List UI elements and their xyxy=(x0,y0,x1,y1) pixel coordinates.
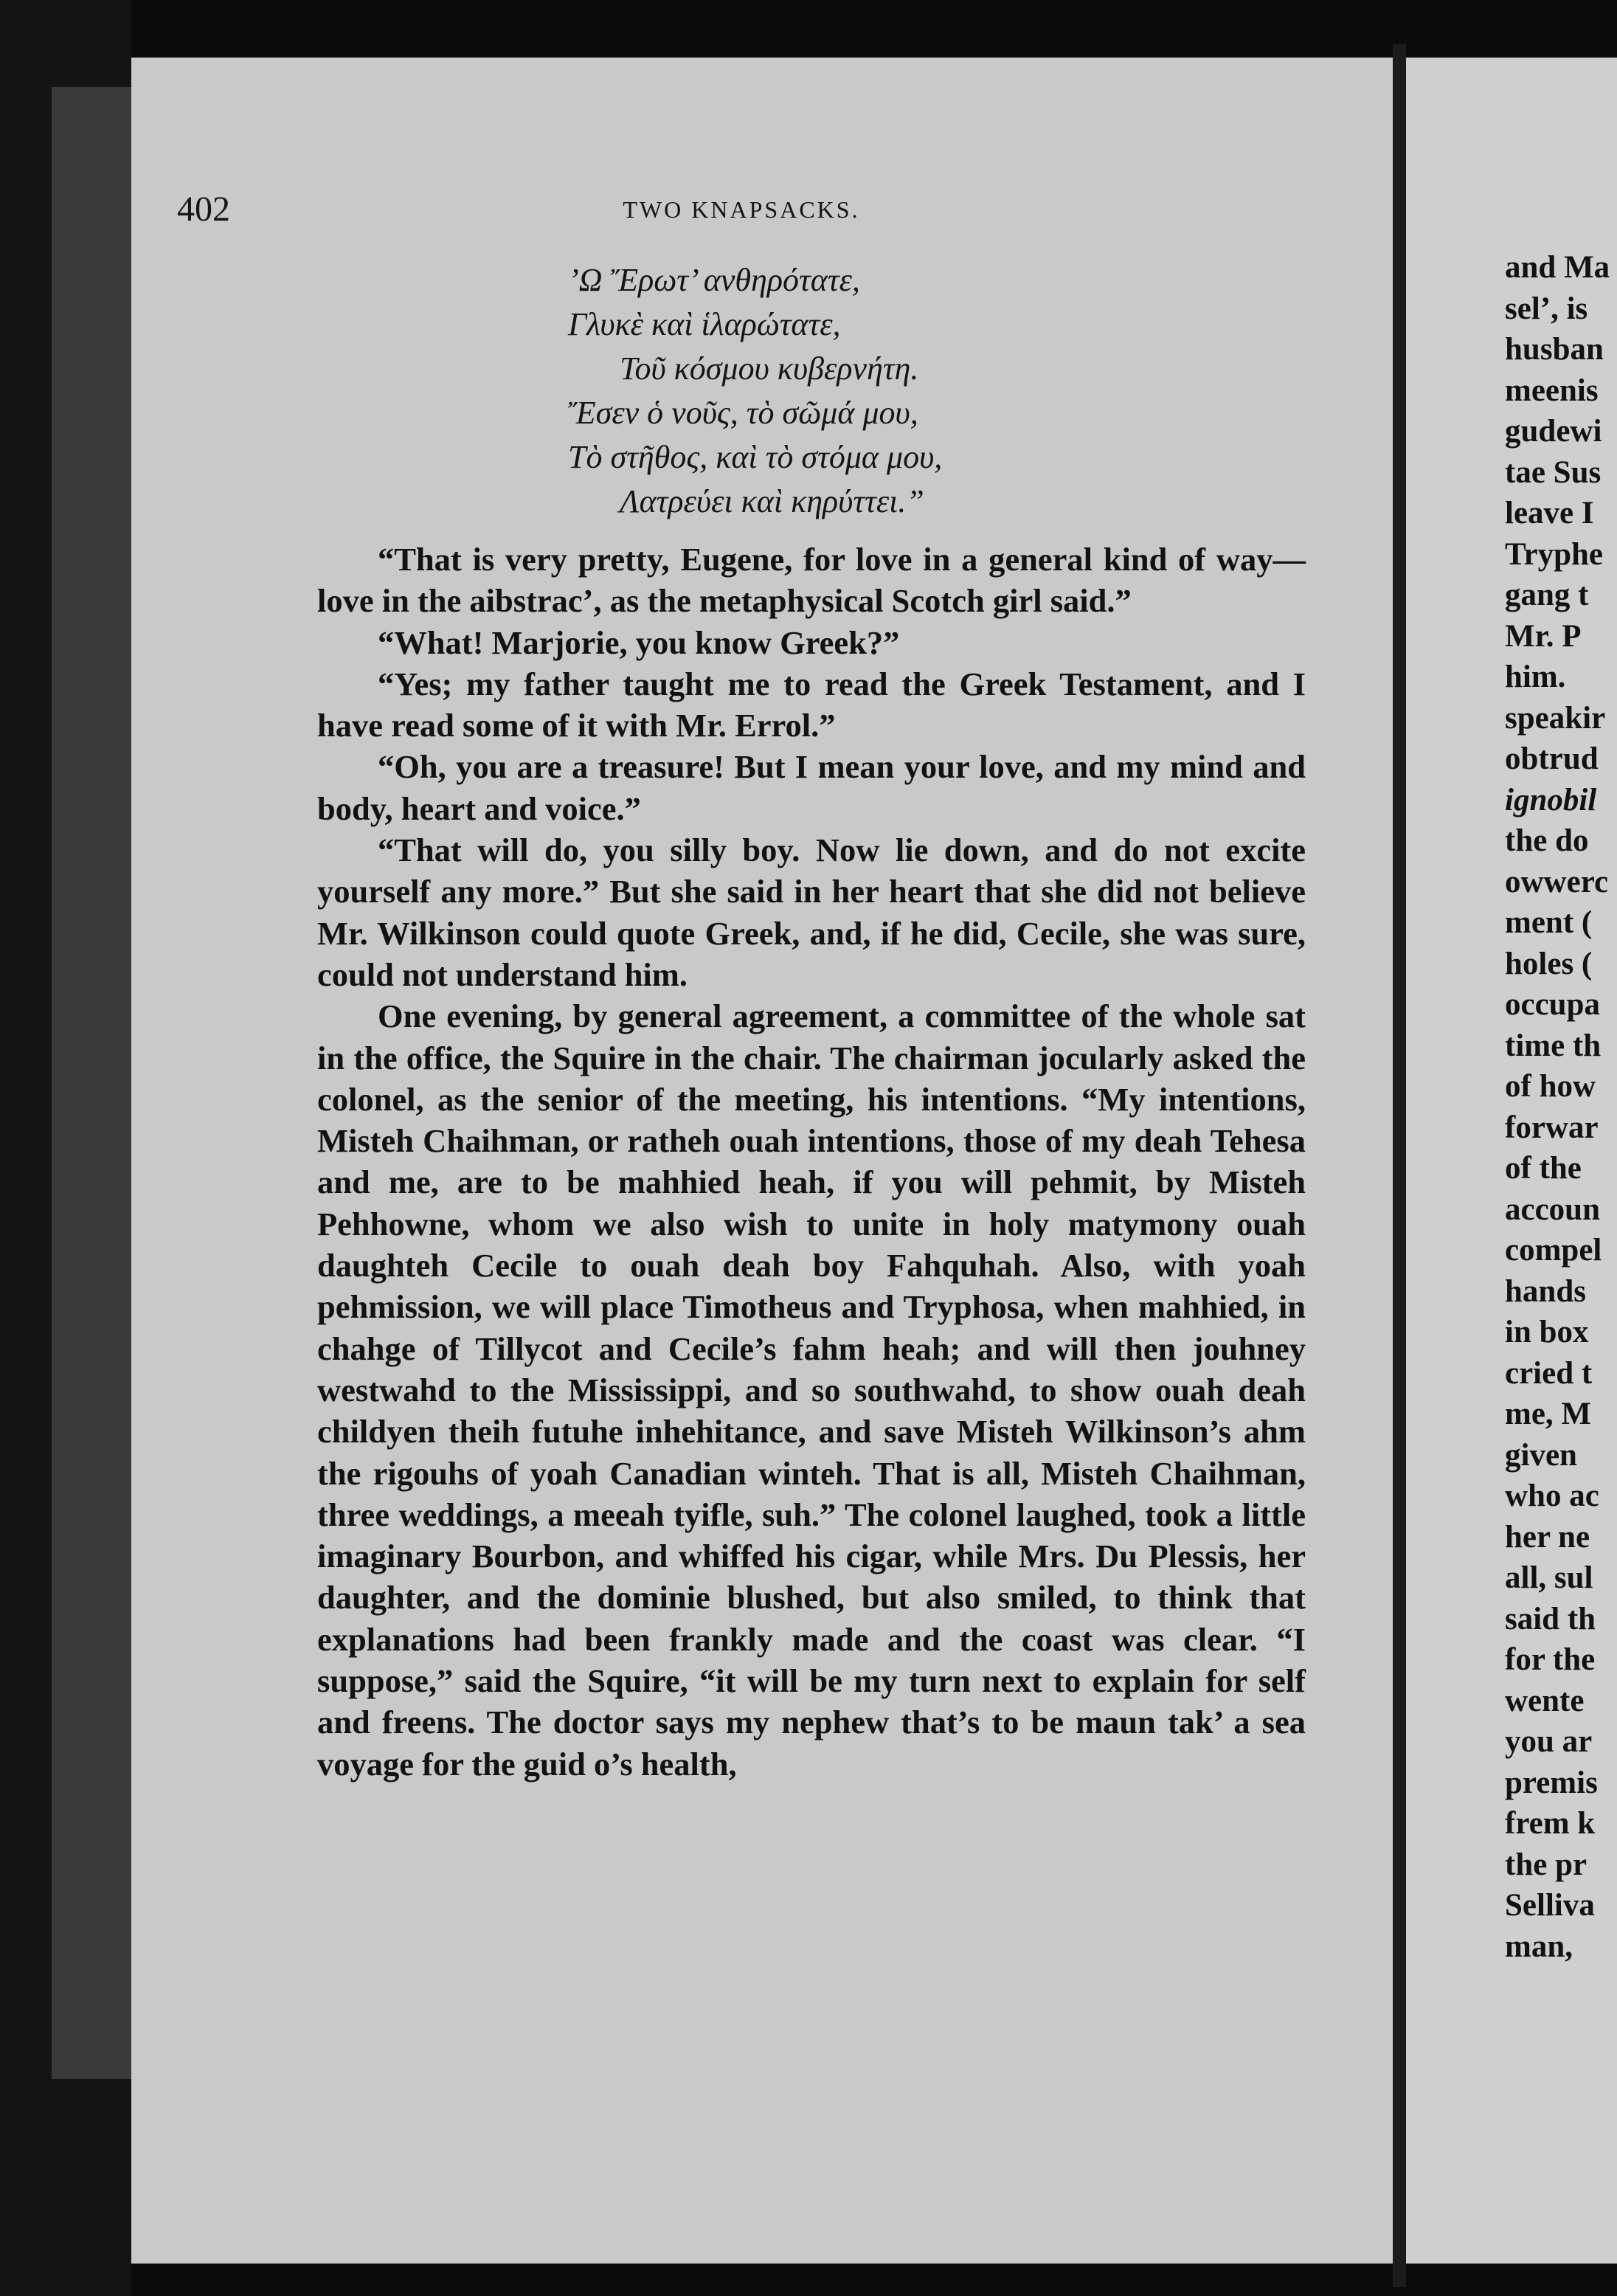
page-gutter xyxy=(1393,44,1406,2287)
right-page-line: and Ma xyxy=(1505,250,1610,285)
right-page-line: forwar xyxy=(1505,1110,1599,1145)
right-page-line: gang t xyxy=(1505,578,1589,612)
paragraph: “What! Marjorie, you know Greek?” xyxy=(378,623,900,661)
right-page-line: owwerc xyxy=(1505,864,1609,899)
paragraph: “Oh, you are a treasure! But I mean your love, and my mind and body, heart and voice.” xyxy=(317,748,1306,827)
paragraph: “That is very pretty, Eugene, for love in a general kind of way—love in the aibstrac’, as the metaphysical Scotch girl said.” xyxy=(317,541,1306,620)
right-page-line: obtrud xyxy=(1505,741,1599,776)
right-page-line: occupa xyxy=(1505,987,1600,1022)
book-spine-edge xyxy=(52,87,133,2079)
right-page-line: premis xyxy=(1505,1765,1598,1800)
right-page-line: speakir xyxy=(1505,700,1606,736)
right-page-line: of how xyxy=(1505,1069,1596,1104)
right-page-line: ignobil xyxy=(1505,782,1597,817)
right-page-line: holes ( xyxy=(1505,946,1593,981)
right-page-line: husban xyxy=(1505,332,1604,367)
right-page-line: her ne xyxy=(1505,1519,1590,1555)
right-page-line: frem k xyxy=(1505,1806,1596,1841)
verse-line: Λατρεύει καὶ κηρύττει.” xyxy=(620,483,924,519)
right-page-line: tae Sus xyxy=(1505,454,1602,490)
right-page-line: Mr. P xyxy=(1505,618,1582,654)
verse-line: Γλυκὲ καὶ ἱλαρώτατε, xyxy=(568,306,841,342)
right-page-line: all, sul xyxy=(1505,1560,1593,1595)
right-page-line: man, xyxy=(1505,1929,1573,1964)
page-number: 402 xyxy=(177,190,230,229)
verse-line: Τὸ στῆθος, καὶ τὸ στόμα μου, xyxy=(568,439,943,475)
right-page-line: time th xyxy=(1505,1028,1602,1063)
right-page-line: of the xyxy=(1505,1151,1582,1186)
right-page-line: who ac xyxy=(1505,1479,1599,1513)
right-page-line: in box xyxy=(1505,1315,1589,1349)
right-page-line: the pr xyxy=(1505,1847,1587,1882)
right-page-line: cried t xyxy=(1505,1355,1593,1391)
right-page-line: ment ( xyxy=(1505,905,1593,940)
right-page-line: Tryphe xyxy=(1505,536,1603,572)
right-page-line: said th xyxy=(1505,1601,1596,1636)
right-page-line: meenis xyxy=(1505,373,1599,408)
right-page-line: you ar xyxy=(1505,1724,1593,1759)
body-text xyxy=(317,539,1306,1785)
right-page-line: compel xyxy=(1505,1233,1602,1268)
right-page-line: hands xyxy=(1505,1273,1586,1309)
verse-line: ’Ω Ἔρωτ’ ανθηρότατε, xyxy=(568,262,860,298)
verse-line: Ἔσεν ὁ νοῦς, τὸ σῶμά μου, xyxy=(568,395,918,431)
right-page-line: gudewi xyxy=(1505,414,1602,449)
paragraph: “Yes; my father taught me to read the Greek Testament, and I have read some of it with Mr. Errol.” xyxy=(317,665,1306,744)
right-page-line: sel’, is xyxy=(1505,291,1588,326)
right-page-line: the do xyxy=(1505,823,1589,858)
right-page-line: Selliva xyxy=(1505,1888,1595,1923)
right-page-line: wente xyxy=(1505,1683,1585,1718)
right-page-text xyxy=(1505,247,1617,1967)
right-page-line: leave I xyxy=(1505,496,1594,530)
right-page-line: me, M xyxy=(1505,1397,1591,1431)
right-page-line: for the xyxy=(1505,1642,1596,1677)
page-header xyxy=(177,189,1306,233)
right-page-line: given xyxy=(1505,1437,1577,1473)
greek-verse xyxy=(568,258,1232,524)
verse-line: Τοῦ κόσμου κυβερνήτη. xyxy=(620,350,919,387)
right-page-line: him. xyxy=(1505,660,1566,694)
paragraph: One evening, by general agreement, a committee of the whole sat in the office, the Squire in the chair. The chairman jocularly asked the colonel, as the senior of the meeting, his intentions. “My intentions, Misteh Chaihman, or ratheh ouah intentions, those of my deah Tehesa and me, are to be mahhied heah, if you will pehmit, by Misteh Pehhowne, whom we also wish to unite in holy matymony ouah daughteh Cecile to ouah deah boy Fahquhah. Also, with yoah pehmission, we will place Timotheus and Tryphosa, when mahhied, in chahge of Tillycot and Cecile’s fahm heah; and will then jouhney westwahd to the Mississippi, and so southwahd, to show ouah deah childyen theih futuhe inhehitance, and save Misteh Wilkinson’s ahm the rigouhs of yoah Canadian winteh. That is all, Misteh Chaihman, three weddings, a meeah tyifle, suh.” The colonel laughed, took a little imaginary Bourbon, and whiffed his cigar, while Mrs. Du Plessis, her daughter, and the dominie blushed, but also smiled, to think that explanations had been frankly made and the coast was clear. “I suppose,” said the Squire, “it will be my turn next to explain for self and freens. The doctor says my nephew that’s to be maun tak’ a sea voyage for the guid o’s health, xyxy=(317,997,1306,1782)
running-head: TWO KNAPSACKS. xyxy=(623,196,860,223)
right-page-line: accoun xyxy=(1505,1192,1600,1227)
paragraph: “That will do, you silly boy. Now lie down, and do not excite yourself any more.” But she said in her heart that she did not believe Mr. Wilkinson could quote Greek, and, if he did, Cecile, she was sure, could not understand him. xyxy=(317,831,1306,993)
